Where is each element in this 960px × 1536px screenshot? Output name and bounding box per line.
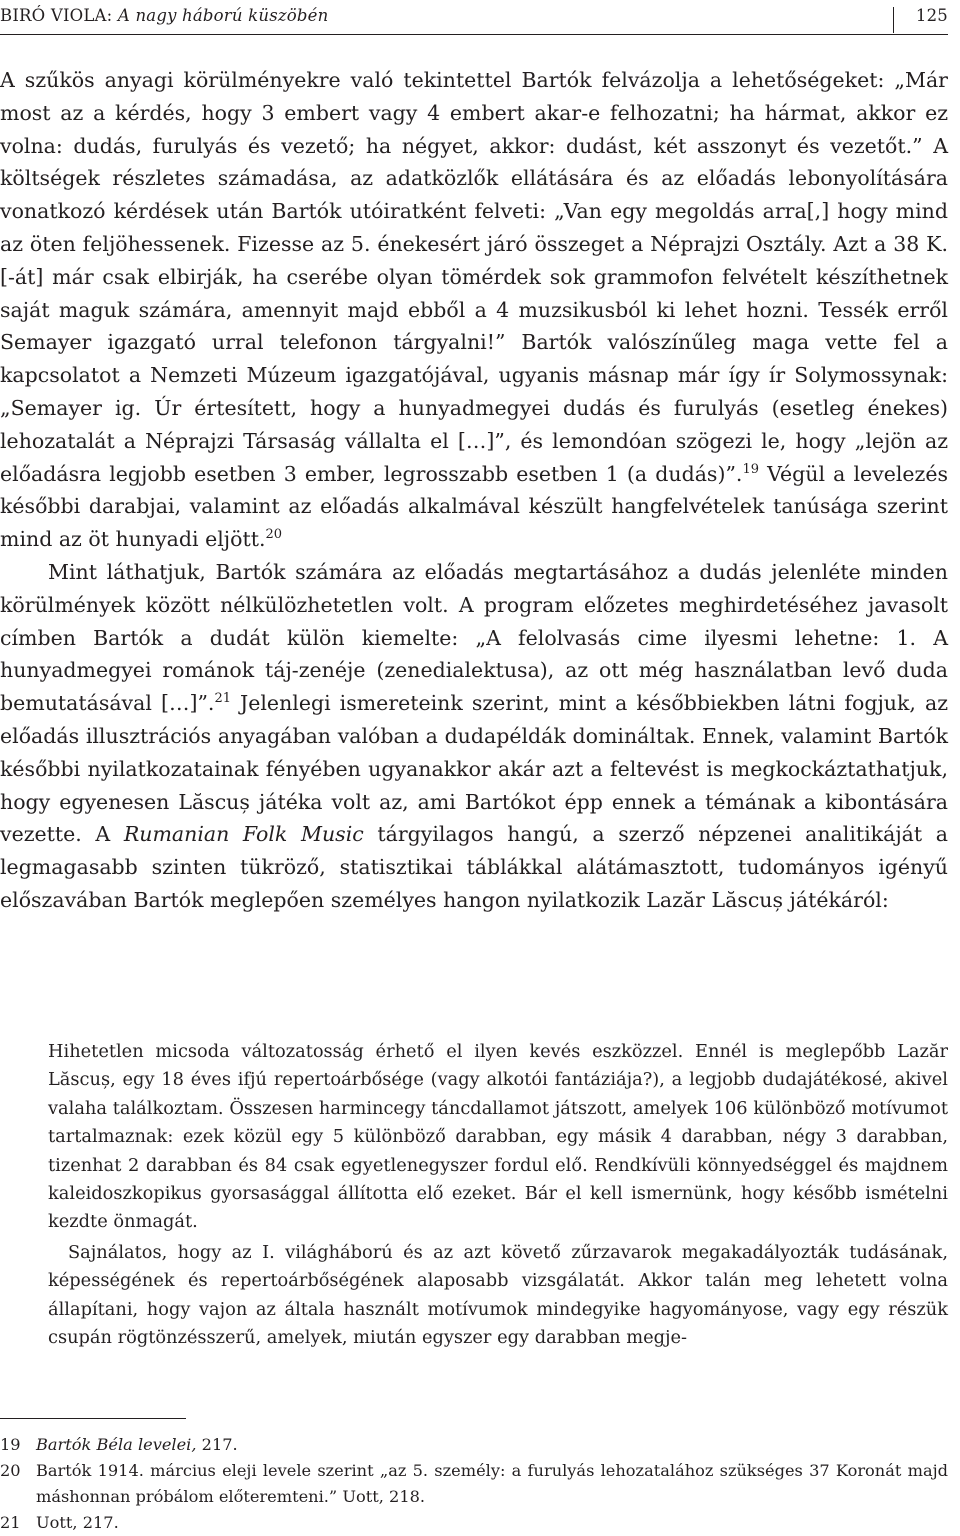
footnote-number: 19 xyxy=(0,1435,21,1454)
paragraph-1-text-a: A szűkös anyagi körülményekre való tekintettel Bartók felvázolja a lehetőségeket: „Már most az a kérdés, hogy 3 embert vagy 4 embert akar-e felhozatni; ha hármat, akkor ez volna: dudás, furulyás és vezető; ha négyet, akkor: dudást, két asszonyt és vezetőt.” A költségek részletes számadása, az adatközlők ellátására és az előadás lebonyolítására vonatkozó kérdések után Bartók utóiratként felveti: „Van egy megoldás arra[,] hogy mind az öten feljöhessenek. Fizesse az 5. énekesért járó összeget a Néprajzi Osztály. Azt a 38 K.[-át] már csak elbirják, ha cserébe olyan tömérdek sok grammofon felvételt készíthetnek saját maguk számára, amennyit majd ebből a 4 muzsikusból ki lehet hozni. Tessék erről Semayer igazgató urral telefonon tárgyalni!” Bartók valószínűleg maga vette fel a kapcsolatot a Nemzeti Múzeum igazgatójával, ugyanis másnap már így ír Solymossynak: „Semayer ig. Úr értesített, hogy a hunyadmegyei dudás és furulyás (esetleg énekes) lehozatalát a Néprajzi Társaság vállalta el […]”, és lemondóan szögezi le, hogy „lejön az előadásra legjobb esetben 3 ember, legrosszabb esetben 1 (a dudás)”. xyxy=(0,68,948,486)
page-number: 125 xyxy=(915,6,948,25)
paragraph-2-text-b: Jelenlegi ismereteink szerint, mint a későbbiekben látni fogjuk, az előadás illusztrációs anyagában valóban a dudapéldák domináltak. Ennek, valamint Bartók későbbi nyilatkozatainak fényében ugyanakkor akár azt a feltevést is megkockáztathatjuk, hogy egyenesen Lăscuș játéka volt az, ami Bartókot épp ennek a témának a kibontására vezette. A xyxy=(0,691,948,847)
footnote-21 xyxy=(0,1510,948,1536)
block-quote xyxy=(48,1038,948,1352)
paragraph-2-text-a: Mint láthatjuk, Bartók számára az előadás megtartásához a dudás jelenléte minden körülmények között nélkülözhetetlen volt. A program előzetes meghirdetéséhez javasolt címben Bartók a dudát külön kiemelte: „A felolvasás cime ilyesmi lehetne: 1. A hunyadmegyei románok táj-zenéje (zenedialektusa), az ott még használatban levő duda bemutatásával […]”. xyxy=(0,559,948,716)
footnote-ref-20[interactable]: 20 xyxy=(265,527,283,543)
footnote-number: 21 xyxy=(0,1513,21,1532)
running-head-title xyxy=(0,4,328,28)
footnote-text: Uott, 217. xyxy=(36,1513,119,1532)
running-head-author: BIRÓ VIOLA: xyxy=(0,6,113,25)
footnote-text: 217. xyxy=(196,1435,238,1454)
paragraph-1 xyxy=(0,64,948,556)
quote-paragraph-1: Hihetetlen micsoda változatosság érhető el ilyen kevés eszközzel. Ennél is meglepőbb Lazăr Lăscuș, egy 18 éves ifjú repertoárbősége (vagy alkotói fantáziája?), a legjobb dudajátékosé, akivel valaha találkoztam. Összesen harmincegy táncdallamot játszott, amelyek 106 különböző motívumot tartalmaznak: ezek közül egy 5 különböző darabban, egy másik 4 darabban, négy 3 darabban, tizenhat 2 darabban és 84 csak egyetlenegyszer fordul elő. Rendkívüli könnyedséggel és majdnem kaleidoszkopikus gyorsasággal állította elő ezeket. Bár el kell ismernünk, hogy később ismételni kezdte önmagát. xyxy=(48,1041,948,1233)
quote-paragraph-2: Sajnálatos, hogy az I. világháború és az azt követő zűrzavarok megakadályozták tudásának, képességének és repertoárbőségének alaposabb vizsgálatát. Akkor talán meg lehetett volna állapítani, hogy vajon az általa használt motívumok mindegyike hagyományose, vagy egy részük csupán rögtönzésszerű, amelyek, miután egyszer egy darabban megje- xyxy=(48,1241,948,1349)
running-head-divider xyxy=(893,7,894,33)
footnote-ref-19[interactable]: 19 xyxy=(742,461,759,477)
paragraph-2 xyxy=(0,556,948,917)
footnote-italic: Bartók Béla levelei, xyxy=(36,1435,197,1454)
footnotes xyxy=(0,1432,948,1536)
footnote-20 xyxy=(0,1458,948,1510)
paragraph-2-text-c: tárgyilagos hangú, a szerző népzenei analitikáját a legmagasabb szinten tükröző, statisztikai táblákkal alátámasztott, tudományos igényű előszavában Bartók meglepően személyes hangon nyilatkozik Lazăr Lăscuș játékáról: xyxy=(0,822,948,912)
paragraph-1-text-b: Végül a levelezés későbbi darabjai, valamint az előadás alkalmával készült hangfelvételek tanúsága szerint mind az öt hunyadi eljött. xyxy=(0,461,948,552)
footnote-19 xyxy=(0,1432,948,1458)
running-head xyxy=(0,4,948,32)
footnote-rule xyxy=(0,1418,186,1419)
footnote-ref-21[interactable]: 21 xyxy=(214,691,231,707)
header-rule xyxy=(0,34,948,35)
running-head-chapter: A nagy háború küszöbén xyxy=(117,6,329,25)
main-text xyxy=(0,64,948,917)
footnote-text: Bartók 1914. március eleji levele szerint „az 5. személy: a furulyás lehozatalához szükséges 37 Koronát majd máshonnan próbálom előteremteni.” Uott, 218. xyxy=(36,1461,948,1506)
book-title: Rumanian Folk Music xyxy=(123,822,364,847)
footnote-number: 20 xyxy=(0,1461,21,1480)
